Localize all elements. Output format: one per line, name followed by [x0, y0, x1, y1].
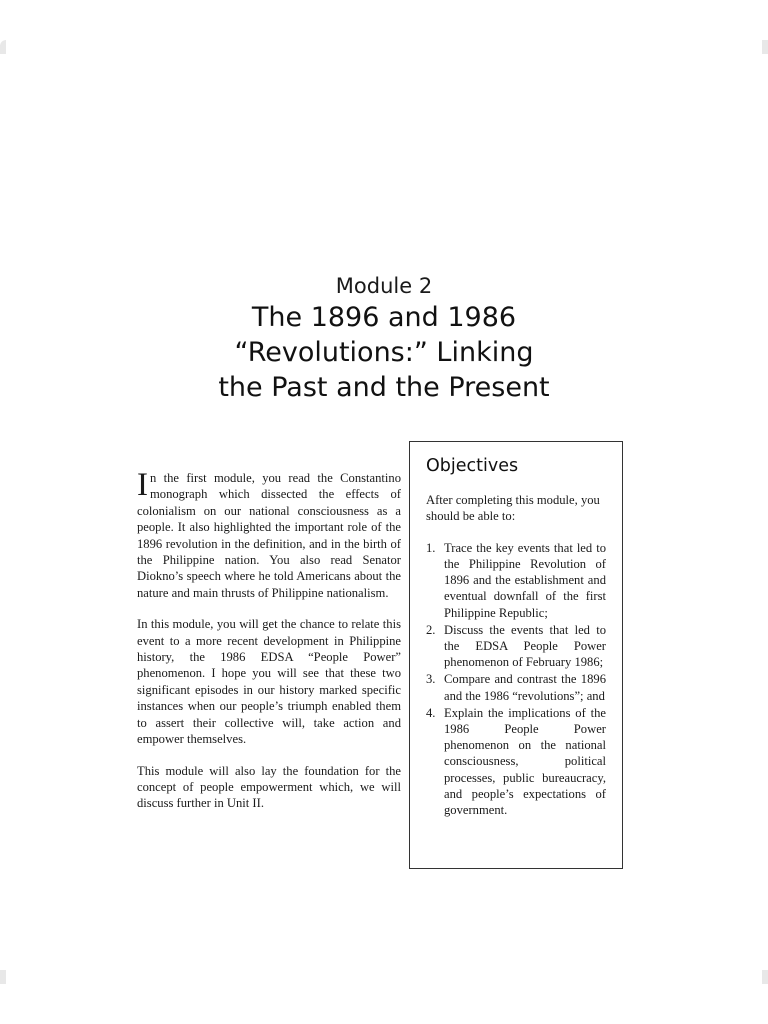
- drop-cap: I: [137, 467, 148, 503]
- objectives-box: [409, 441, 623, 869]
- intro-text: [137, 467, 401, 827]
- page-corner-mark: [0, 40, 6, 54]
- module-title-line: The 1896 and 1986: [251, 302, 517, 333]
- intro-paragraph: [137, 467, 401, 601]
- objective-item: [426, 705, 606, 818]
- objective-number: 1.: [426, 540, 436, 555]
- objective-item: [426, 622, 606, 671]
- intro-paragraph-text: n the first module, you read the Constantino monograph which dissected the effects of colonialism on our national consciousness as a people. It also highlighted the important role of the 1896 revolution in the definition, and in the birth of the Philippine nation. You also read Senator Diokno’s speech where he told Americans about the nature and main thrusts of Philippine nationalism.: [137, 471, 401, 600]
- page-corner-mark: [762, 970, 768, 984]
- objective-number: 3.: [426, 672, 436, 687]
- objective-item: [426, 540, 606, 621]
- module-title-line: the Past and the Present: [218, 372, 550, 403]
- objective-item: [426, 671, 606, 703]
- objective-text: Trace the key events that led to the Philippine Revolution of 1896 and the establishment and eventual downfall of the first Philippine Republic;: [444, 540, 606, 620]
- objective-text: Compare and contrast the 1896 and the 1986 “revolutions”; and: [444, 672, 606, 703]
- objectives-heading: Objectives: [426, 456, 519, 476]
- objective-number: 4.: [426, 705, 436, 720]
- objective-number: 2.: [426, 622, 436, 637]
- objectives-lead: After completing this module, you should be able to:: [426, 493, 600, 524]
- module-label: Module 2: [335, 274, 433, 298]
- page-corner-mark: [762, 40, 768, 54]
- intro-paragraph: This module will also lay the foundation for the concept of people empowerment which, we will discuss further in Unit II.: [137, 763, 401, 811]
- page-corner-mark: [0, 970, 6, 984]
- module-title: [0, 300, 768, 405]
- objectives-list: [426, 540, 606, 818]
- module-title-line: “Revolutions:” Linking: [234, 337, 534, 368]
- intro-paragraph: In this module, you will get the chance to relate this event to a more recent development in Philippine history, the 1986 EDSA “People Power” phenomenon. I hope you will see that these two significant episodes in our history marked specific instances when our people’s triumph enabled them to assert their collective will, take action and empower themselves.: [137, 617, 401, 747]
- objective-text: Explain the implications of the 1986 People Power phenomenon on the national consciousness, political processes, public bureaucracy, and people’s expectations of government.: [444, 705, 606, 818]
- objective-text: Discuss the events that led to the EDSA People Power phenomenon of February 1986;: [444, 622, 606, 670]
